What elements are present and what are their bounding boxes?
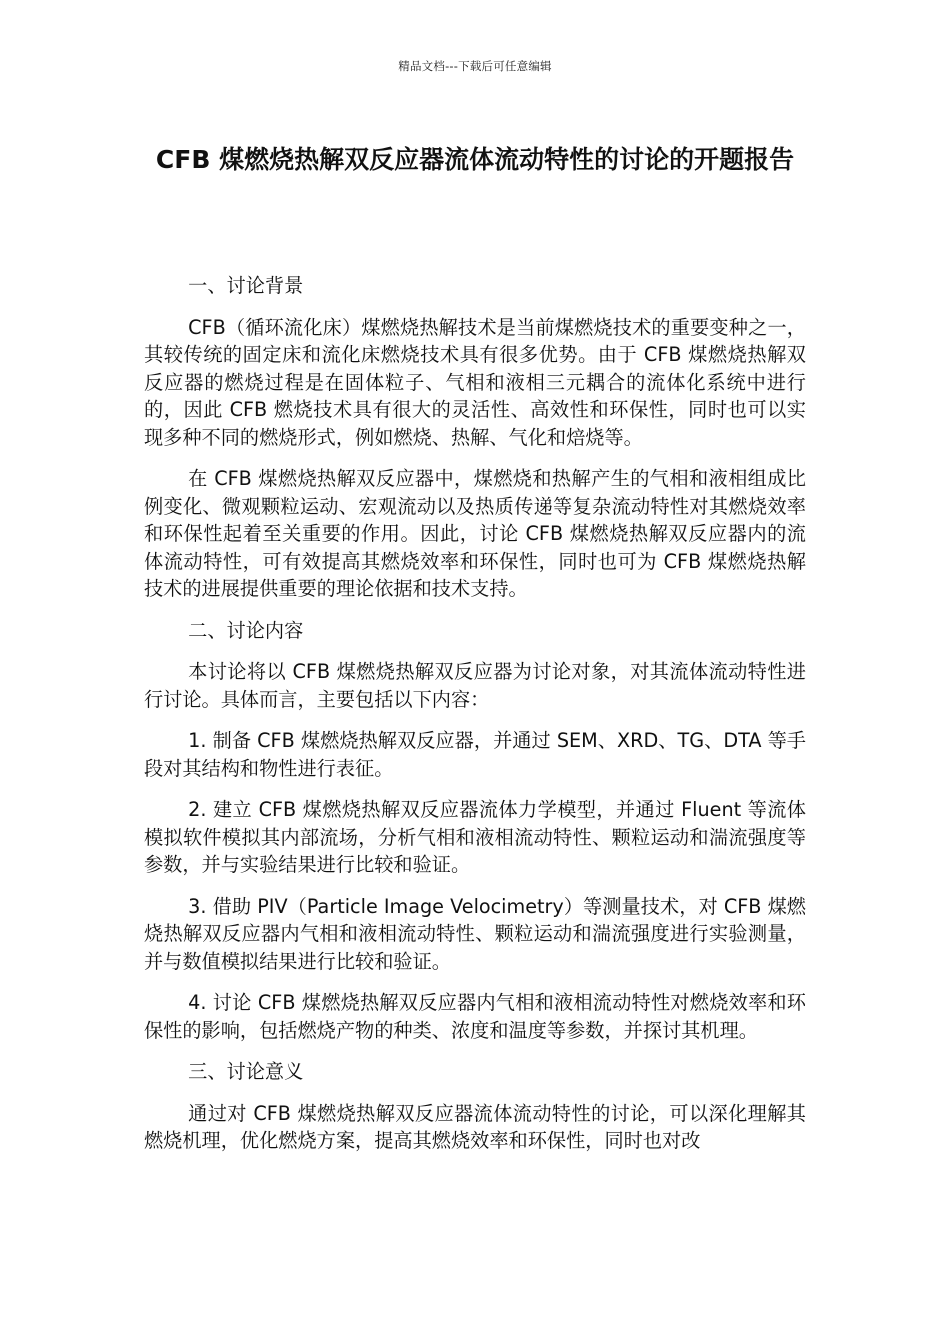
paragraph: CFB（循环流化床）煤燃烧热解技术是当前煤燃烧技术的重要变种之一，其较传统的固定床和流化床燃烧技术具有很多优势。由于 CFB 煤燃烧热解双反应器的燃烧过程是在固体粒子、气相和液相三元耦合的流体化系统中进行的，因此 CFB 燃烧技术具有很大的灵活性、高效性和环保性，同时也可以实现多种不同的燃烧形式，例如燃烧、热解、气化和焙烧等。 <box>144 315 806 449</box>
paragraph: 在 CFB 煤燃烧热解双反应器中，煤燃烧和热解产生的气相和液相组成比例变化、微观颗粒运动、宏观流动以及热质传递等复杂流动特性对其燃烧效率和环保性起着至关重要的作用。因此，讨论 CFB 煤燃烧热解双反应器内的流体流动特性，可有效提高其燃烧效率和环保性，同时也可为 CFB 煤燃烧热解技术的进展提供重要的理论依据和技术支持。 <box>144 467 806 600</box>
paragraph: 通过对 CFB 煤燃烧热解双反应器流体流动特性的讨论，可以深化理解其燃烧机理，优化燃烧方案，提高其燃烧效率和环保性，同时也对改 <box>144 1101 806 1152</box>
document-body <box>144 272 806 1169</box>
list-item: 3. 借助 PIV（Particle Image Velocimetry）等测量技术，对 CFB 煤燃烧热解双反应器内气相和液相流动特性、颗粒运动和湍流强度进行实验测量，并与数值模拟结果进行比较和验证。 <box>144 894 806 973</box>
document-title: CFB 煤燃烧热解双反应器流体流动特性的讨论的开题报告 <box>155 145 795 174</box>
list-item: 4. 讨论 CFB 煤燃烧热解双反应器内气相和液相流动特性对燃烧效率和环保性的影响，包括燃烧产物的种类、浓度和温度等参数，并探讨其机理。 <box>144 991 806 1042</box>
list-item: 1. 制备 CFB 煤燃烧热解双反应器，并通过 SEM、XRD、TG、DTA 等手段对其结构和物性进行表征。 <box>144 729 806 780</box>
paragraph: 本讨论将以 CFB 煤燃烧热解双反应器为讨论对象，对其流体流动特性进行讨论。具体而言，主要包括以下内容： <box>144 660 806 711</box>
section-heading-significance: 三、讨论意义 <box>188 1060 304 1083</box>
section-heading-background: 一、讨论背景 <box>188 274 304 297</box>
list-item: 2. 建立 CFB 煤燃烧热解双反应器流体力学模型，并通过 Fluent 等流体模拟软件模拟其内部流场，分析气相和液相流动特性、颗粒运动和湍流强度等参数，并与实验结果进行比较和验证。 <box>144 798 806 876</box>
section-heading-content: 二、讨论内容 <box>188 618 304 642</box>
page-header-note: 精品文档---下载后可任意编辑 <box>398 59 552 73</box>
